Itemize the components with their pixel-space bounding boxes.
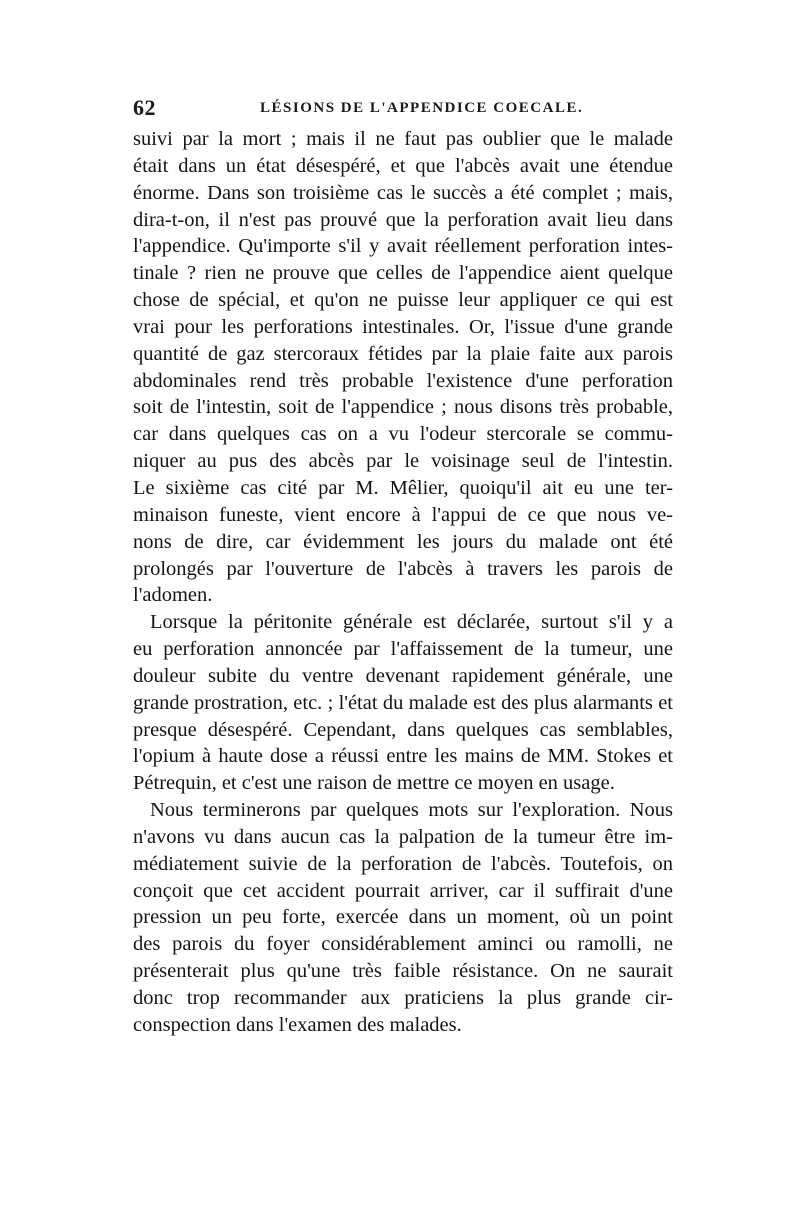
paragraph: [133, 609, 673, 797]
text-line: niquer au pus des abcès par le voisinage seul de l'intestin.: [133, 450, 673, 473]
text-line: n'avons vu dans aucun cas la palpation de la tumeur être im-: [133, 825, 673, 848]
text-line: chose de spécial, et qu'on ne puisse leur appliquer ce qui est: [133, 289, 673, 312]
text-line: l'appendice. Qu'importe s'il y avait réellement perforation intes-: [133, 235, 673, 258]
text-line: eu perforation annoncée par l'affaissement de la tumeur, une: [133, 638, 673, 661]
text-line: conçoit que cet accident pourrait arriver, car il suffirait d'une: [133, 879, 673, 902]
text-line: presque désespéré. Cependant, dans quelques cas semblables,: [133, 718, 673, 741]
text-line: prolongés par l'ouverture de l'abcès à travers les parois de: [133, 557, 673, 580]
text-line: nons de dire, car évidemment les jours du malade ont été: [133, 530, 673, 553]
text-line: l'opium à haute dose a réussi entre les mains de MM. Stokes et: [133, 745, 673, 768]
text-line: des parois du foyer considérablement aminci ou ramolli, ne: [133, 933, 673, 956]
text-line: tinale ? rien ne prouve que celles de l'appendice aient quelque: [133, 262, 673, 285]
text-line: dira-t-on, il n'est pas prouvé que la perforation avait lieu dans: [133, 208, 673, 231]
text-line: Lorsque la péritonite générale est déclarée, surtout s'il y a: [150, 611, 673, 634]
text-line: soit de l'intestin, soit de l'appendice ; nous disons très probable,: [133, 396, 673, 419]
text-line: pression un peu forte, exercée dans un moment, où un point: [133, 906, 673, 929]
text-line: donc trop recommander aux praticiens la plus grande cir-: [133, 987, 673, 1009]
paragraph: [133, 126, 673, 609]
text-line: grande prostration, etc. ; l'état du malade est des plus alarmants et: [133, 691, 673, 714]
text-line: énorme. Dans son troisième cas le succès a été complet ; mais,: [133, 181, 673, 204]
text-line: suivi par la mort ; mais il ne faut pas oublier que le malade: [133, 128, 673, 150]
text-line: Pétrequin, et c'est une raison de mettre ce moyen en usage.: [133, 772, 615, 795]
page-number: 62: [133, 95, 156, 120]
text-line: Le sixième cas cité par M. Mêlier, quoiqu'il ait eu une ter-: [133, 476, 673, 499]
text-line: douleur subite du ventre devenant rapidement générale, une: [133, 664, 673, 687]
text-line: Nous terminerons par quelques mots sur l'exploration. Nous: [150, 799, 673, 822]
text-line: l'adomen.: [133, 584, 213, 607]
text-line: quantité de gaz stercoraux fétides par la plaie faite aux parois: [133, 342, 673, 365]
text-line: conspection dans l'examen des malades.: [133, 1013, 462, 1036]
text-line: car dans quelques cas on a vu l'odeur stercorale se commu-: [133, 423, 673, 446]
text-line: abdominales rend très probable l'existence d'une perforation: [133, 369, 673, 392]
text-line: vrai pour les perforations intestinales. Or, l'issue d'une grande: [133, 315, 673, 338]
text-line: minaison funeste, vient encore à l'appui de ce que nous ve-: [133, 503, 673, 526]
paragraph: [133, 797, 673, 1039]
running-head: LÉSIONS DE L'APPENDICE COECALE.: [260, 100, 584, 116]
text-line: présenterait plus qu'une très faible résistance. On ne saurait: [133, 960, 673, 983]
text-line: médiatement suivie de la perforation de l'abcès. Toutefois, on: [133, 852, 673, 875]
body-text: [133, 126, 673, 1039]
page-header: [133, 95, 669, 121]
text-line: était dans un état désespéré, et que l'abcès avait une étendue: [133, 154, 673, 177]
